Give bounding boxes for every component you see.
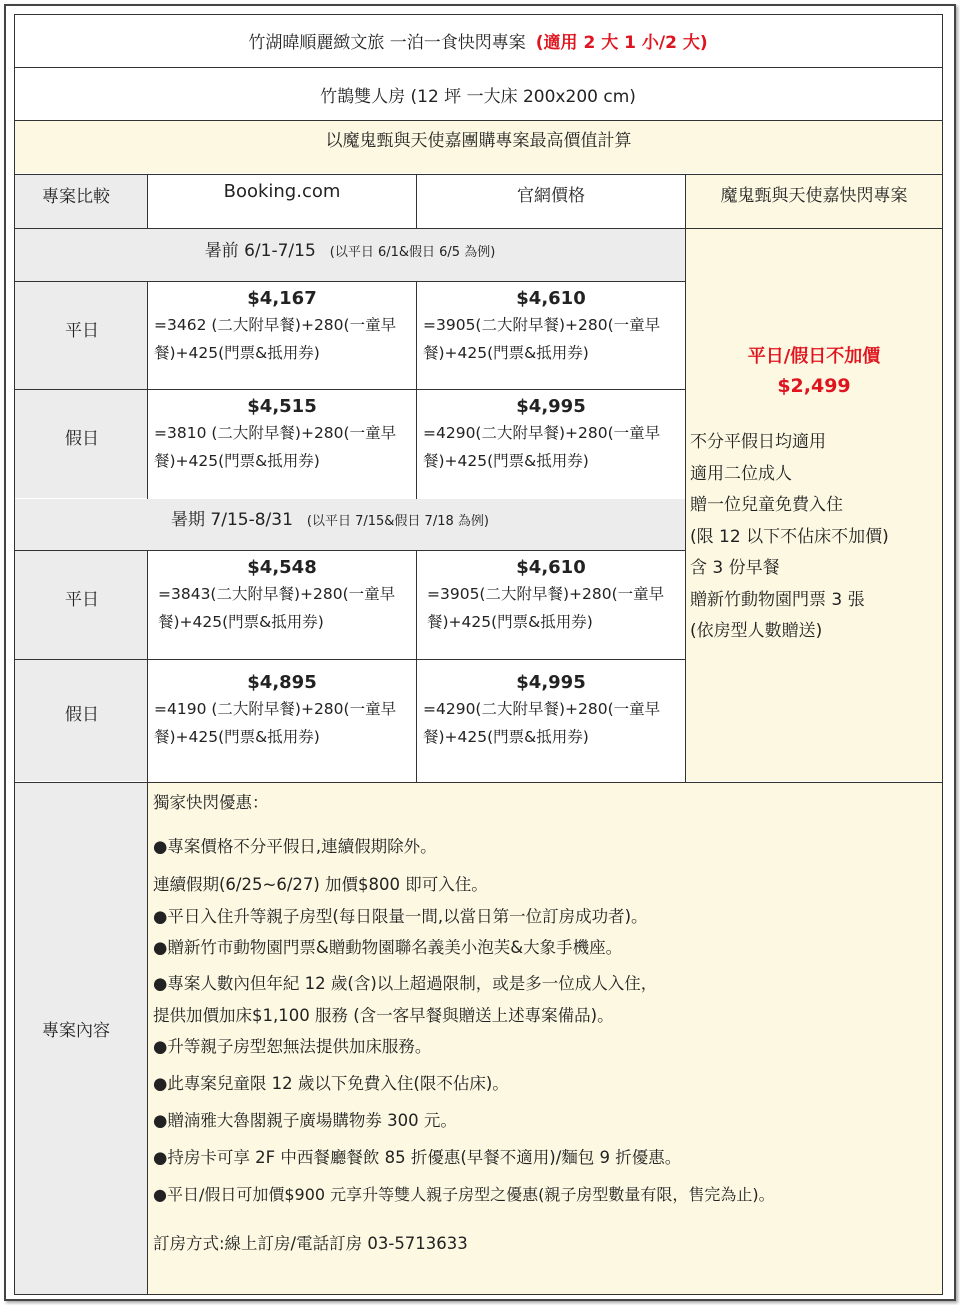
booking-header: [148, 175, 416, 228]
content-cell: [148, 783, 942, 1294]
grid-line: [14, 1294, 942, 1295]
content-heading: 獨家快閃優惠：: [153, 793, 269, 812]
calc-line: 餐)+425(門票&抵用券): [423, 452, 589, 470]
grid-line: [14, 14, 942, 15]
period-1-label: 暑前 6/1-7/15: [204, 241, 316, 261]
grid-line: [14, 389, 685, 390]
flash-details: [690, 427, 942, 648]
calc-line: =3810 (二大附早餐)+280(一童早: [154, 424, 397, 442]
room-row: [14, 68, 942, 120]
grid-line: [942, 14, 943, 1295]
booking-method: 訂房方式:線上訂房/電話訂房 03-5713633: [153, 1234, 468, 1253]
basis-row: [15, 121, 942, 173]
grid-line: [14, 782, 942, 783]
title-row: [14, 14, 942, 67]
grid-line: [147, 550, 148, 1295]
grid-line: [416, 174, 417, 229]
p2-weekday-official: [417, 551, 685, 659]
title-text: 竹湖暐順麗緻文旅 一泊一食快閃專案: [248, 33, 526, 53]
calc-line: =4290(二大附早餐)+280(一童早: [423, 424, 661, 442]
period-2-note: (以平日 7/15&假日 7/18 為例): [306, 514, 489, 529]
price: $4,610: [516, 557, 586, 578]
content-line: 提供加價加床$1,100 服務 (含一客早餐與贈送上述專案備品)。: [153, 1006, 614, 1025]
price: $4,610: [516, 288, 586, 309]
flash-header: [686, 175, 942, 228]
calc-line: =3843(二大附早餐)+280(一童早: [158, 585, 396, 603]
grid-line: [14, 174, 942, 175]
content-line: ●升等親子房型恕無法提供加床服務。: [153, 1037, 432, 1056]
title-note: (適用 2 大 1 小/2 大): [535, 33, 708, 53]
grid-line: [147, 281, 148, 499]
period-1-note: (以平日 6/1&假日 6/5 為例): [329, 245, 496, 260]
grid-line: [685, 174, 686, 783]
content-label-cell: [15, 783, 147, 1294]
calc-line: =3905(二大附早餐)+280(一童早: [427, 585, 665, 603]
content-line: 連續假期(6/25~6/27) 加價$800 即可入住。: [153, 875, 488, 894]
calc-line: 餐)+425(門票&抵用券): [154, 728, 320, 746]
grid-line: [416, 281, 417, 499]
p2-holiday-booking: [148, 660, 416, 781]
p1-holiday-official: [417, 390, 685, 498]
p1-holiday-label: [15, 390, 147, 498]
p2-holiday-label: [15, 660, 147, 781]
flash-detail-line: (限 12 以下不佔床不加價): [690, 526, 889, 547]
booking-header-label: Booking.com: [223, 181, 341, 202]
period-2-label: 暑期 7/15-8/31: [171, 510, 293, 530]
flash-detail-line: (依房型人數贈送): [690, 621, 823, 641]
official-header: [417, 175, 685, 228]
flash-detail-line: 贈新竹動物園門票 3 張: [690, 589, 865, 610]
price: $4,515: [247, 396, 317, 417]
p2-weekday-booking: [148, 551, 416, 659]
price: $4,167: [247, 288, 317, 309]
content-line: ●持房卡可享 2F 中西餐廳餐飲 85 折優惠(早餐不適用)/麵包 9 折優惠。: [153, 1148, 682, 1167]
content-label: 專案內容: [42, 1021, 110, 1041]
grid-line: [14, 659, 685, 660]
calc-line: 餐)+425(門票&抵用券): [158, 613, 324, 631]
flash-header-label: 魔鬼甄與天使嘉快閃專案: [720, 186, 908, 206]
p2-holiday-official: [417, 660, 685, 781]
content-line: ●專案人數內但年紀 12 歲(含)以上超過限制，或是多一位成人入住，: [153, 974, 658, 993]
day-label: 假日: [65, 705, 99, 725]
content-line: ●贈新竹市動物園門票&贈動物園聯名義美小泡芙&大象手機座。: [153, 938, 623, 957]
grid-line: [14, 120, 942, 121]
flash-detail-line: 不分平假日均適用: [690, 432, 826, 452]
price: $4,548: [247, 557, 317, 578]
grid-line: [14, 67, 942, 68]
official-header-label: 官網價格: [517, 186, 585, 206]
calc-line: =4190 (二大附早餐)+280(一童早: [154, 700, 397, 718]
day-label: 平日: [65, 590, 99, 610]
grid-line: [147, 174, 148, 229]
calc-line: 餐)+425(門票&抵用券): [427, 613, 593, 631]
grid-line: [416, 550, 417, 783]
price: $4,995: [516, 396, 586, 417]
flash-detail-line: 贈一位兒童免費入住: [690, 495, 843, 515]
day-label: 假日: [65, 429, 99, 449]
calc-line: 餐)+425(門票&抵用券): [423, 344, 589, 362]
day-label: 平日: [65, 321, 99, 341]
grid-line: [14, 281, 685, 282]
flash-headline: 平日/假日不加價: [747, 346, 881, 367]
flash-offer-cell: [686, 229, 942, 781]
calc-line: =4290(二大附早餐)+280(一童早: [423, 700, 661, 718]
content-line: ●平日/假日可加價$900 元享升等雙人親子房型之優惠(親子房型數量有限，售完為止)。: [153, 1185, 775, 1204]
flash-price: $2,499: [777, 375, 851, 397]
room-text: 竹鵲雙人房 (12 坪 一大床 200x200 cm): [320, 86, 636, 107]
content-line: ●平日入住升等親子房型(每日限量一間,以當日第一位訂房成功者)。: [153, 907, 648, 926]
content-line: ●此專案兒童限 12 歲以下免費入住(限不佔床)。: [153, 1074, 509, 1093]
grid-line: [14, 228, 942, 229]
flash-detail-line: 含 3 份早餐: [690, 558, 780, 578]
content-line: ●贈湳雅大魯閣親子廣場購物劵 300 元。: [153, 1111, 457, 1130]
calc-line: 餐)+425(門票&抵用券): [423, 728, 589, 746]
price: $4,895: [247, 672, 317, 693]
period-1-band: [15, 229, 685, 281]
p1-weekday-official: [417, 282, 685, 389]
compare-header-label: 專案比較: [42, 187, 110, 207]
p2-weekday-label: [15, 551, 147, 659]
p1-holiday-booking: [148, 390, 416, 498]
price: $4,995: [516, 672, 586, 693]
flash-detail-line: 適用二位成人: [690, 463, 792, 484]
basis-text: 以魔鬼甄與天使嘉團購專案最高價值計算: [325, 131, 632, 151]
calc-line: 餐)+425(門票&抵用券): [154, 344, 320, 362]
calc-line: 餐)+425(門票&抵用券): [154, 452, 320, 470]
grid-line: [14, 550, 685, 551]
compare-header: [15, 175, 147, 228]
period-2-band: [15, 499, 685, 550]
content-line: ●專案價格不分平假日,連續假期除外。: [153, 837, 437, 856]
grid-line: [14, 14, 15, 1295]
calc-line: =3905(二大附早餐)+280(一童早: [423, 316, 661, 334]
p1-weekday-label: [15, 282, 147, 389]
p1-weekday-booking: [148, 282, 416, 389]
calc-line: =3462 (二大附早餐)+280(一童早: [154, 316, 397, 334]
